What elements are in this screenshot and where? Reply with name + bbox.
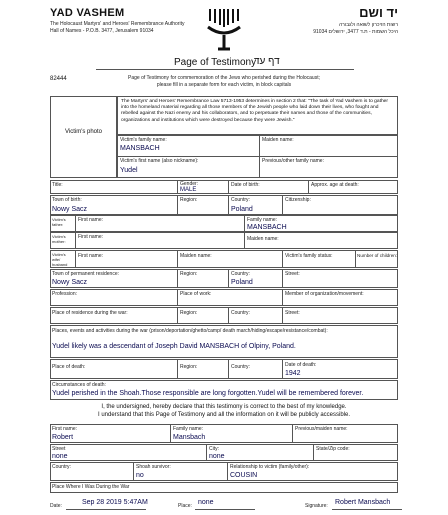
prev-family-name-label: Previous/other family name: [262, 158, 324, 164]
relationship-label: Relationship to victim (family/other): [230, 464, 310, 470]
father-first-name-label: First name: [78, 217, 104, 223]
place-death-label: Place of death: [52, 364, 86, 370]
sub-street-label: Street [52, 446, 66, 452]
spouse-maiden-name-label: Maiden name: [180, 253, 212, 259]
dob-label: Date of birth: [231, 182, 260, 188]
family-name-label: Victim's family name: [120, 137, 167, 143]
date-field[interactable]: Sep 28 2019 5:47AM [82, 499, 148, 506]
circumstances-label: Circumstances of death: [52, 382, 106, 388]
country-residence-label: Country: [231, 271, 250, 277]
citizenship-label: Citizenship: [285, 197, 311, 203]
sub-city-field[interactable]: none [209, 453, 225, 460]
gender-label: Gender: [180, 181, 199, 187]
place-label: Place: [178, 503, 192, 509]
sub-prev-name-label: Previous/maiden name: [295, 426, 348, 432]
places-events-label: Places, events and activities during the war (prison/deportation/ghetto/camp/ death march/hiding/escape/resistance/combat): [52, 328, 328, 334]
date-label: Date: [50, 503, 62, 509]
shoah-survivor-label: Shoah survivor: [136, 464, 171, 470]
father-family-name-field[interactable]: MANSBACH [247, 224, 287, 231]
sub-country-label: Country: [52, 464, 71, 470]
num-children-label: Number of children: [357, 253, 398, 258]
sub-family-name-label: Family name: [173, 426, 204, 432]
declaration-line-1: I, the undersigned, hereby declare that this testimony is correct to the best of my knowledge. [101, 404, 347, 410]
region-residence-label: Region: [180, 271, 198, 277]
mother-first-name-label: First name: [78, 234, 104, 240]
org-name: YAD VASHEM [50, 7, 125, 19]
membership-label: Member of organization/movement: [285, 291, 364, 297]
sub-first-name-label: First name: [52, 426, 78, 432]
hebrew-line-2: היכל השמות - ת.ד 3477, ירושלים 91034 [313, 29, 398, 35]
sub-state-label: State/Zip code: [316, 446, 350, 452]
family-status-label: Victim's family status: [285, 253, 333, 259]
spouse-label: Victim's wife/ husband [52, 252, 68, 267]
org-line-2: Hall of Names - P.O.B. 3477, Jerusalem 91034 [50, 28, 154, 34]
menorah-logo-icon [200, 5, 248, 53]
profession-label: Profession: [52, 291, 78, 297]
region-birth-label: Region: [180, 197, 198, 203]
gender-field[interactable]: MALE [180, 187, 197, 193]
law-text: The Martyrs' and Heroes' Remembrance Law 5713-1953 determines in section 2 that: "The task of Yad Vashem is to gather into the homeland material regarding all those members of the Jewish people who laid down their lives, who fought and rebelled against the Nazi enemy and his collaborators, and to perpetuate their names and those of the communities, organizations and institutions which were destroyed because they were Jewish." [121, 99, 389, 123]
intro-line-1: Page of Testimony for commemoration of the Jews who perished during the Holocaust; [128, 75, 320, 81]
place-work-label: Place of work: [180, 291, 212, 297]
photo-box [50, 96, 117, 178]
first-name-field[interactable]: Yudel [120, 167, 138, 174]
title-label: Title: [52, 182, 63, 188]
residence-war-label: Place of residence during the war: [52, 310, 128, 316]
region-war-label: Region: [180, 310, 198, 316]
declaration-line-2: I understand that this Page of Testimony and all the information on it will be publicly accessible. [97, 412, 351, 418]
spouse-first-name-label: First name: [78, 253, 104, 259]
org-line-1: The Holocaust Martyrs' and Heroes' Remembrance Authority [50, 21, 185, 27]
date-death-field[interactable]: 1942 [285, 370, 301, 377]
town-residence-field[interactable]: Nowy Sacz [52, 279, 88, 286]
country-death-label: Country: [231, 364, 250, 370]
country-war-label: Country: [231, 310, 250, 316]
hebrew-title: דף עד [254, 56, 280, 67]
hebrew-name: יד ושם [359, 5, 398, 20]
maiden-name-label: Maiden name: [262, 137, 294, 143]
shoah-survivor-field[interactable]: no [136, 472, 144, 479]
circumstances-field[interactable]: Yudel perished in the Shoah.Those responsible are long forgotten.Yudel will be remembered forever. [52, 390, 364, 397]
intro-line-2: please fill in a separate form for each victim, in block capitals [156, 82, 292, 88]
town-birth-field[interactable]: Nowy Sacz [52, 206, 88, 213]
father-label: Victim's father: [52, 217, 66, 227]
hebrew-line-1: רשות הזיכרון לשואה ולגבורה [339, 22, 398, 28]
mother-label: Victim's mother: [52, 234, 66, 244]
first-name-label: Victim's first name (also nickname): [120, 158, 199, 164]
mother-maiden-name-label: Maiden name: [247, 236, 279, 242]
street-war-label: Street: [285, 310, 300, 316]
signature-label: Signature: [305, 503, 328, 509]
country-residence-field[interactable]: Poland [231, 279, 253, 286]
signature-field[interactable]: Robert Mansbach [335, 499, 391, 506]
sub-city-label: City: [209, 446, 219, 452]
country-birth-label: Country: [231, 197, 250, 203]
place-war-label: Place Where I Was During the War [52, 484, 130, 490]
street-residence-label: Street: [285, 271, 300, 277]
town-residence-label: Town of permanent residence: [52, 271, 119, 277]
places-events-field[interactable]: Yudel likely was a descendant of Joseph David MANSBACH of Olpiny, Poland. [52, 343, 296, 350]
sub-first-name-field[interactable]: Robert [52, 434, 74, 441]
family-name-field[interactable]: MANSBACH [120, 145, 160, 152]
town-birth-label: Town of birth: [52, 197, 82, 203]
photo-label: Victim's photo [64, 129, 103, 135]
relationship-field[interactable]: COUSIN [230, 472, 258, 479]
sub-street-field[interactable]: none [52, 453, 68, 460]
form-number: 82444 [50, 76, 67, 82]
father-family-name-label: Family name: [247, 217, 278, 223]
page-title: Page of Testimony [174, 57, 257, 68]
date-death-label: Date of death: [285, 362, 317, 368]
sub-family-name-field[interactable]: Mansbach [173, 434, 206, 441]
approx-age-label: Approx. age at death: [311, 182, 359, 188]
place-field[interactable]: none [198, 499, 214, 506]
region-death-label: Region: [180, 364, 198, 370]
country-birth-field[interactable]: Poland [231, 206, 253, 213]
